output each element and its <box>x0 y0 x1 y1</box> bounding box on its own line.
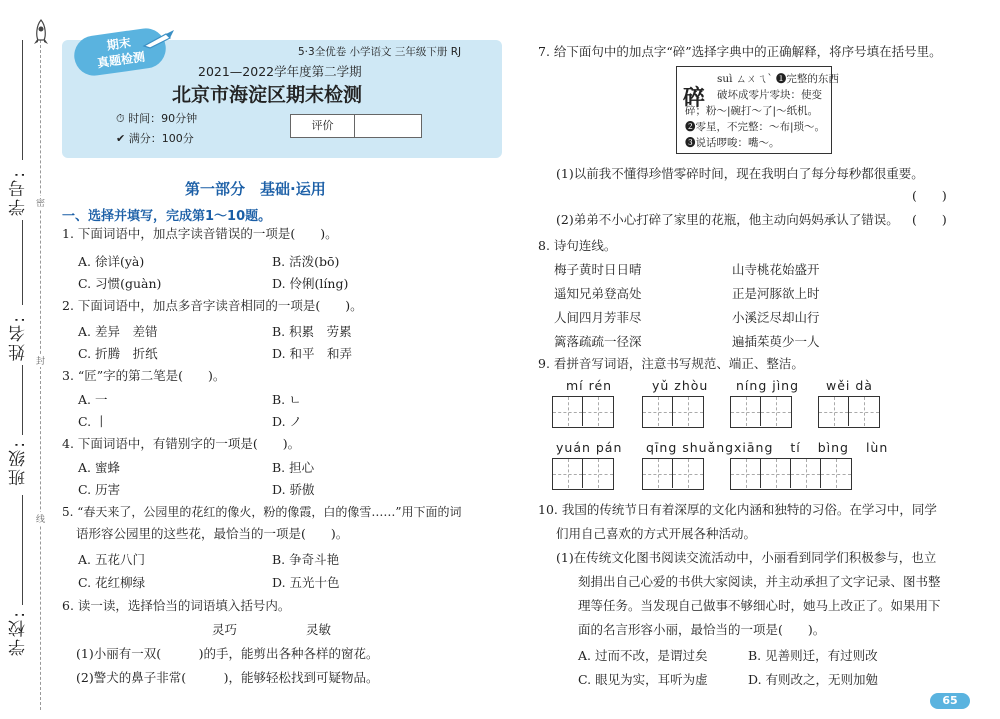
q9-grid-2[interactable] <box>642 396 704 428</box>
q9-grid-3[interactable] <box>730 396 792 428</box>
q8-left-3[interactable]: 人间四月芳菲尽 <box>554 310 642 325</box>
question-9-stem: 9. 看拼音写词语，注意书写规范、端正、整洁。 <box>538 356 804 371</box>
exam-title: 北京市海淀区期末检测 <box>172 84 363 106</box>
page-number: 65 <box>930 693 970 709</box>
q9-pinyin-1: mí rén <box>566 378 613 393</box>
question-10-stem-cont: 们用自己喜欢的方式开展各种活动。 <box>556 526 757 541</box>
rating-label: 评价 <box>291 115 355 137</box>
q7-answer-1[interactable]: ( ) <box>912 188 947 203</box>
q5-option-d[interactable]: D. 五光十色 <box>272 575 340 590</box>
q10-option-a[interactable]: A. 过而不改，是谓过矣 <box>578 648 708 663</box>
q9-grid-1[interactable] <box>552 396 614 428</box>
section-title: 一、选择并填写，完成第1～10题。 <box>62 209 272 224</box>
q10-option-d[interactable]: D. 有则改之，无则加勉 <box>748 672 879 687</box>
question-4-stem: 4. 下面词语中，有错别字的一项是( )。 <box>62 436 301 451</box>
q7-item-2: (2)弟弟不小心打碎了家里的花瓶，他主动向妈妈承认了错误。 <box>556 212 899 227</box>
q9-grid-5[interactable] <box>552 458 614 490</box>
q1-option-b[interactable]: B. 活泼(bō) <box>272 254 340 269</box>
question-3-stem: 3. “匠”字的第二笔是( )。 <box>62 368 226 383</box>
q10-option-c[interactable]: C. 眼见为实，耳听为虚 <box>578 672 708 687</box>
question-8-stem: 8. 诗句连线。 <box>538 238 617 253</box>
q1-option-d[interactable]: D. 伶俐(líng) <box>272 276 349 291</box>
name-blank <box>22 220 23 305</box>
q9-pinyin-3: níng jìng <box>736 378 800 393</box>
rating-box <box>290 114 422 138</box>
q4-option-c[interactable]: C. 历害 <box>78 482 121 497</box>
q8-right-3[interactable]: 小溪泛尽却山行 <box>732 310 820 325</box>
q4-option-b[interactable]: B. 担心 <box>272 460 315 475</box>
name-label: 姓名: <box>9 315 29 361</box>
exam-badge: 期末 真题检测 <box>72 26 169 78</box>
q10-sub1-line2: 刻捐出自己心爱的书供大家阅读，并主动承担了文字记录、图书整 <box>578 574 941 589</box>
rating-field[interactable] <box>355 115 421 137</box>
q4-option-a[interactable]: A. 蜜蜂 <box>78 460 120 475</box>
question-6-stem: 6. 读一读，选择恰当的词语填入括号内。 <box>62 598 291 613</box>
student-id-blank <box>22 40 23 160</box>
check-icon: ✔ <box>116 132 126 145</box>
q9-pinyin-7: xiāng tí bìng lùn <box>734 440 889 455</box>
seal-mark-xian: 线 <box>36 512 45 525</box>
seal-mark-mi: 密 <box>36 196 45 209</box>
time-info: ⏱ 时间：90分钟 <box>116 112 198 125</box>
class-blank <box>22 365 23 435</box>
seal-mark-feng: 封 <box>36 354 45 367</box>
q4-option-d[interactable]: D. 骄傲 <box>272 482 315 497</box>
q9-pinyin-2: yǔ zhòu <box>652 378 709 393</box>
dictionary-entry-box: 碎 suì ㄙㄨㄟˋ ❶完整的东西 破坏成零片零块：使变 碎；粉～|碗打～了|～纸机。 ❷零星，不完整：～布|琐～。 ❸说话啰唆：嘴～。 <box>676 66 832 154</box>
school-blank <box>22 495 23 605</box>
q5-option-b[interactable]: B. 争奇斗艳 <box>272 552 340 567</box>
q2-option-d[interactable]: D. 和平 和弄 <box>272 346 353 361</box>
question-7-stem: 7. 给下面句中的加点字“碎”选择字典中的正确解释，将序号填在括号里。 <box>538 44 942 59</box>
question-5-stem-cont: 语形容公园里的这些花，最恰当的一项是( )。 <box>76 526 349 541</box>
q3-option-c[interactable]: C. 丨 <box>78 414 108 429</box>
q10-sub1-line4: 面的名言形容小丽，最恰当的一项是( )。 <box>578 622 826 637</box>
q8-right-1[interactable]: 山寺桃花始盛开 <box>732 262 820 277</box>
q6-word-2: 灵敏 <box>306 622 332 637</box>
q8-left-2[interactable]: 遥知兄弟登高处 <box>554 286 642 301</box>
question-10-stem: 10. 我国的传统节日有着深厚的文化内涵和独特的习俗。在学习中，同学 <box>538 502 937 517</box>
dict-character: 碎 <box>683 85 706 111</box>
rocket-icon <box>30 18 52 48</box>
q2-option-c[interactable]: C. 折腾 折纸 <box>78 346 158 361</box>
question-5-stem: 5. “春天来了，公园里的花红的像火，粉的像霞，白的像雪……”用下面的词 <box>62 505 462 519</box>
series-info: 5·3全优卷 小学语文 三年级下册 RJ <box>298 46 462 58</box>
q9-grid-7[interactable] <box>730 458 852 490</box>
q9-pinyin-5: yuán pán <box>556 440 623 455</box>
q2-option-b[interactable]: B. 积累 劳累 <box>272 324 352 339</box>
q10-sub1-line1: (1)在传统文化图书阅读交流活动中，小丽看到同学们积极参与，也立 <box>556 550 937 565</box>
q8-right-4[interactable]: 遍插茱萸少一人 <box>732 334 820 349</box>
q8-left-4[interactable]: 篱落疏疏一径深 <box>554 334 642 349</box>
q2-option-a[interactable]: A. 差异 差错 <box>78 324 158 339</box>
q3-option-d[interactable]: D. ノ <box>272 414 303 429</box>
q6-word-1: 灵巧 <box>212 622 238 637</box>
q1-option-c[interactable]: C. 习惯(guàn) <box>78 276 162 291</box>
student-id-label: 学号: <box>9 170 29 216</box>
term-label: 2021—2022学年度第二学期 <box>198 64 362 79</box>
question-2-stem: 2. 下面词语中，加点多音字读音相同的一项是( )。 <box>62 298 363 313</box>
school-label: 学校: <box>9 610 29 656</box>
q9-grid-6[interactable] <box>642 458 704 490</box>
q5-option-a[interactable]: A. 五花八门 <box>78 552 145 567</box>
q6-item-2[interactable]: (2)警犬的鼻子非常( )，能够轻松找到可疑物品。 <box>76 670 379 685</box>
q3-option-a[interactable]: A. 一 <box>78 392 108 407</box>
q7-answer-2[interactable]: ( ) <box>912 212 947 227</box>
q6-item-1[interactable]: (1)小丽有一双( )的手，能剪出各种各样的窗花。 <box>76 646 379 661</box>
q9-pinyin-6: qīng shuǎng <box>646 440 735 455</box>
binding-dashed-line <box>40 40 41 710</box>
part-title: 第一部分 基础·运用 <box>185 180 326 198</box>
question-1-stem: 1. 下面词语中，加点字读音错误的一项是( )。 <box>62 226 338 241</box>
q1-option-a[interactable]: A. 徐详(yà) <box>78 254 145 269</box>
q10-sub1-line3: 理等任务。当发现自己做事不够细心时，她马上改正了。如果用下 <box>578 598 941 613</box>
q8-right-2[interactable]: 正是河豚欲上时 <box>732 286 820 301</box>
rocket-badge-icon <box>140 28 176 50</box>
q7-item-1: (1)以前我不懂得珍惜零碎时间，现在我明白了每分每秒都很重要。 <box>556 166 924 181</box>
q5-option-c[interactable]: C. 花红柳绿 <box>78 575 146 590</box>
q8-left-1[interactable]: 梅子黄时日日晴 <box>554 262 642 277</box>
q9-pinyin-4: wěi dà <box>826 378 873 393</box>
class-label: 班级: <box>9 440 29 486</box>
q3-option-b[interactable]: B. ㄴ <box>272 392 302 407</box>
q9-grid-4[interactable] <box>818 396 880 428</box>
q10-option-b[interactable]: B. 见善则迁，有过则改 <box>748 648 878 663</box>
clock-icon: ⏱ <box>116 112 125 125</box>
score-info: ✔ 满分：100分 <box>116 132 194 145</box>
